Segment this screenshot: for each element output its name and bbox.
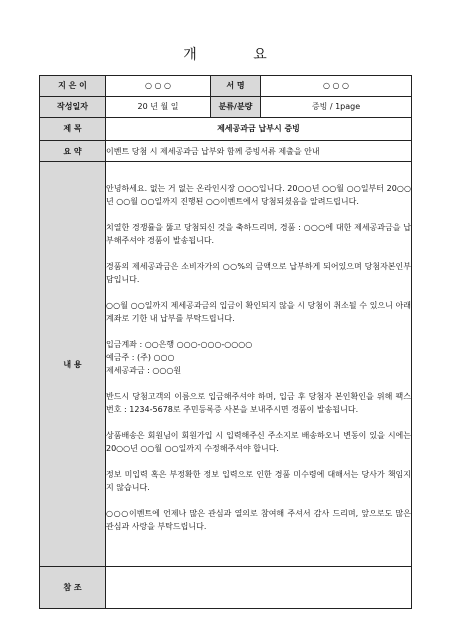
content-paragraph: 안녕하세요. 없는 거 없는 온라인시장 ○○○입니다. 20○○년 ○○월 ○○일부터 20○○년 ○○월 ○○일까지 진행된 ○○이벤트에서 당첨되셨음을 알려드립니다. — [106, 184, 411, 207]
content-paragraph: 경품의 제세공과금은 소비자가의 ○○%의 금액으로 납부하게 되어있으며 당첨자본인부담입니다. — [106, 262, 411, 285]
summary-form-table — [39, 75, 412, 609]
content-paragraph-account: 입금계좌 : ○○은행 ○○○-○○○-○○○○ 예금주 : (주) ○○○ 제세공과금 : ○○○원 — [106, 340, 253, 376]
author-label: 지 은 이 — [40, 76, 106, 97]
subject-value[interactable]: 제세공과금 납부시 증빙 — [106, 117, 412, 141]
row-reference — [40, 567, 412, 609]
content-paragraph: 치열한 경쟁률을 뚫고 당첨되신 것을 축하드리며, 경품 : ○○○에 대한 제세공과금을 납부해주셔야 경품이 발송됩니다. — [106, 223, 411, 246]
reference-value[interactable] — [106, 567, 412, 609]
content-paragraph: ○○월 ○○일까지 제세공과금의 입금이 확인되지 않을 시 당첨이 취소될 수 있으니 아래계좌로 기한 내 납부를 부탁드립니다. — [106, 301, 411, 324]
content-paragraph: 반드시 당첨고객의 이름으로 입금해주셔야 하며, 입금 후 당첨자 본인확인을 위해 팩스번호 : 1234-5678로 주민등록증 사본을 보내주시면 경품이 발송됩니다. — [106, 392, 411, 415]
subject-label: 제 목 — [40, 117, 106, 141]
row-date — [40, 96, 412, 117]
signature-value[interactable]: ○ ○ ○ — [261, 76, 412, 97]
content-body[interactable] — [106, 162, 412, 567]
category-label: 분류/분량 — [211, 96, 261, 117]
category-value[interactable]: 증빙 / 1page — [261, 96, 412, 117]
content-paragraph: 상품배송은 회원님이 회원가입 시 입력해주신 주소지로 배송하오니 변동이 있을 시에는 20○○년 ○○월 ○○일까지 수정해주셔야 합니다. — [106, 431, 411, 454]
summary-value[interactable]: 이벤트 당첨 시 제세공과금 납부와 함께 증빙서류 제출을 안내 — [106, 141, 412, 162]
reference-label: 참 조 — [40, 567, 106, 609]
date-value[interactable]: 20 년 월 일 — [106, 96, 211, 117]
row-subject — [40, 117, 412, 141]
row-content — [40, 162, 412, 567]
content-paragraph: 정보 미입력 혹은 부정확한 정보 입력으로 인한 경품 미수령에 대해서는 당사가 책임지지 않습니다. — [106, 470, 411, 493]
row-summary — [40, 141, 412, 162]
date-label: 작성일자 — [40, 96, 106, 117]
author-value[interactable]: ○ ○ ○ — [106, 76, 211, 97]
content-label: 내 용 — [40, 162, 106, 567]
content-paragraph: ○○○이벤트에 언제나 많은 관심과 열의로 참여해 주셔서 감사 드리며, 앞으로도 많은 관심과 사랑을 부탁드립니다. — [106, 509, 411, 532]
summary-label: 요 약 — [40, 141, 106, 162]
signature-label: 서 명 — [211, 76, 261, 97]
row-author — [40, 76, 412, 97]
page-title: 개 요 — [183, 47, 293, 63]
